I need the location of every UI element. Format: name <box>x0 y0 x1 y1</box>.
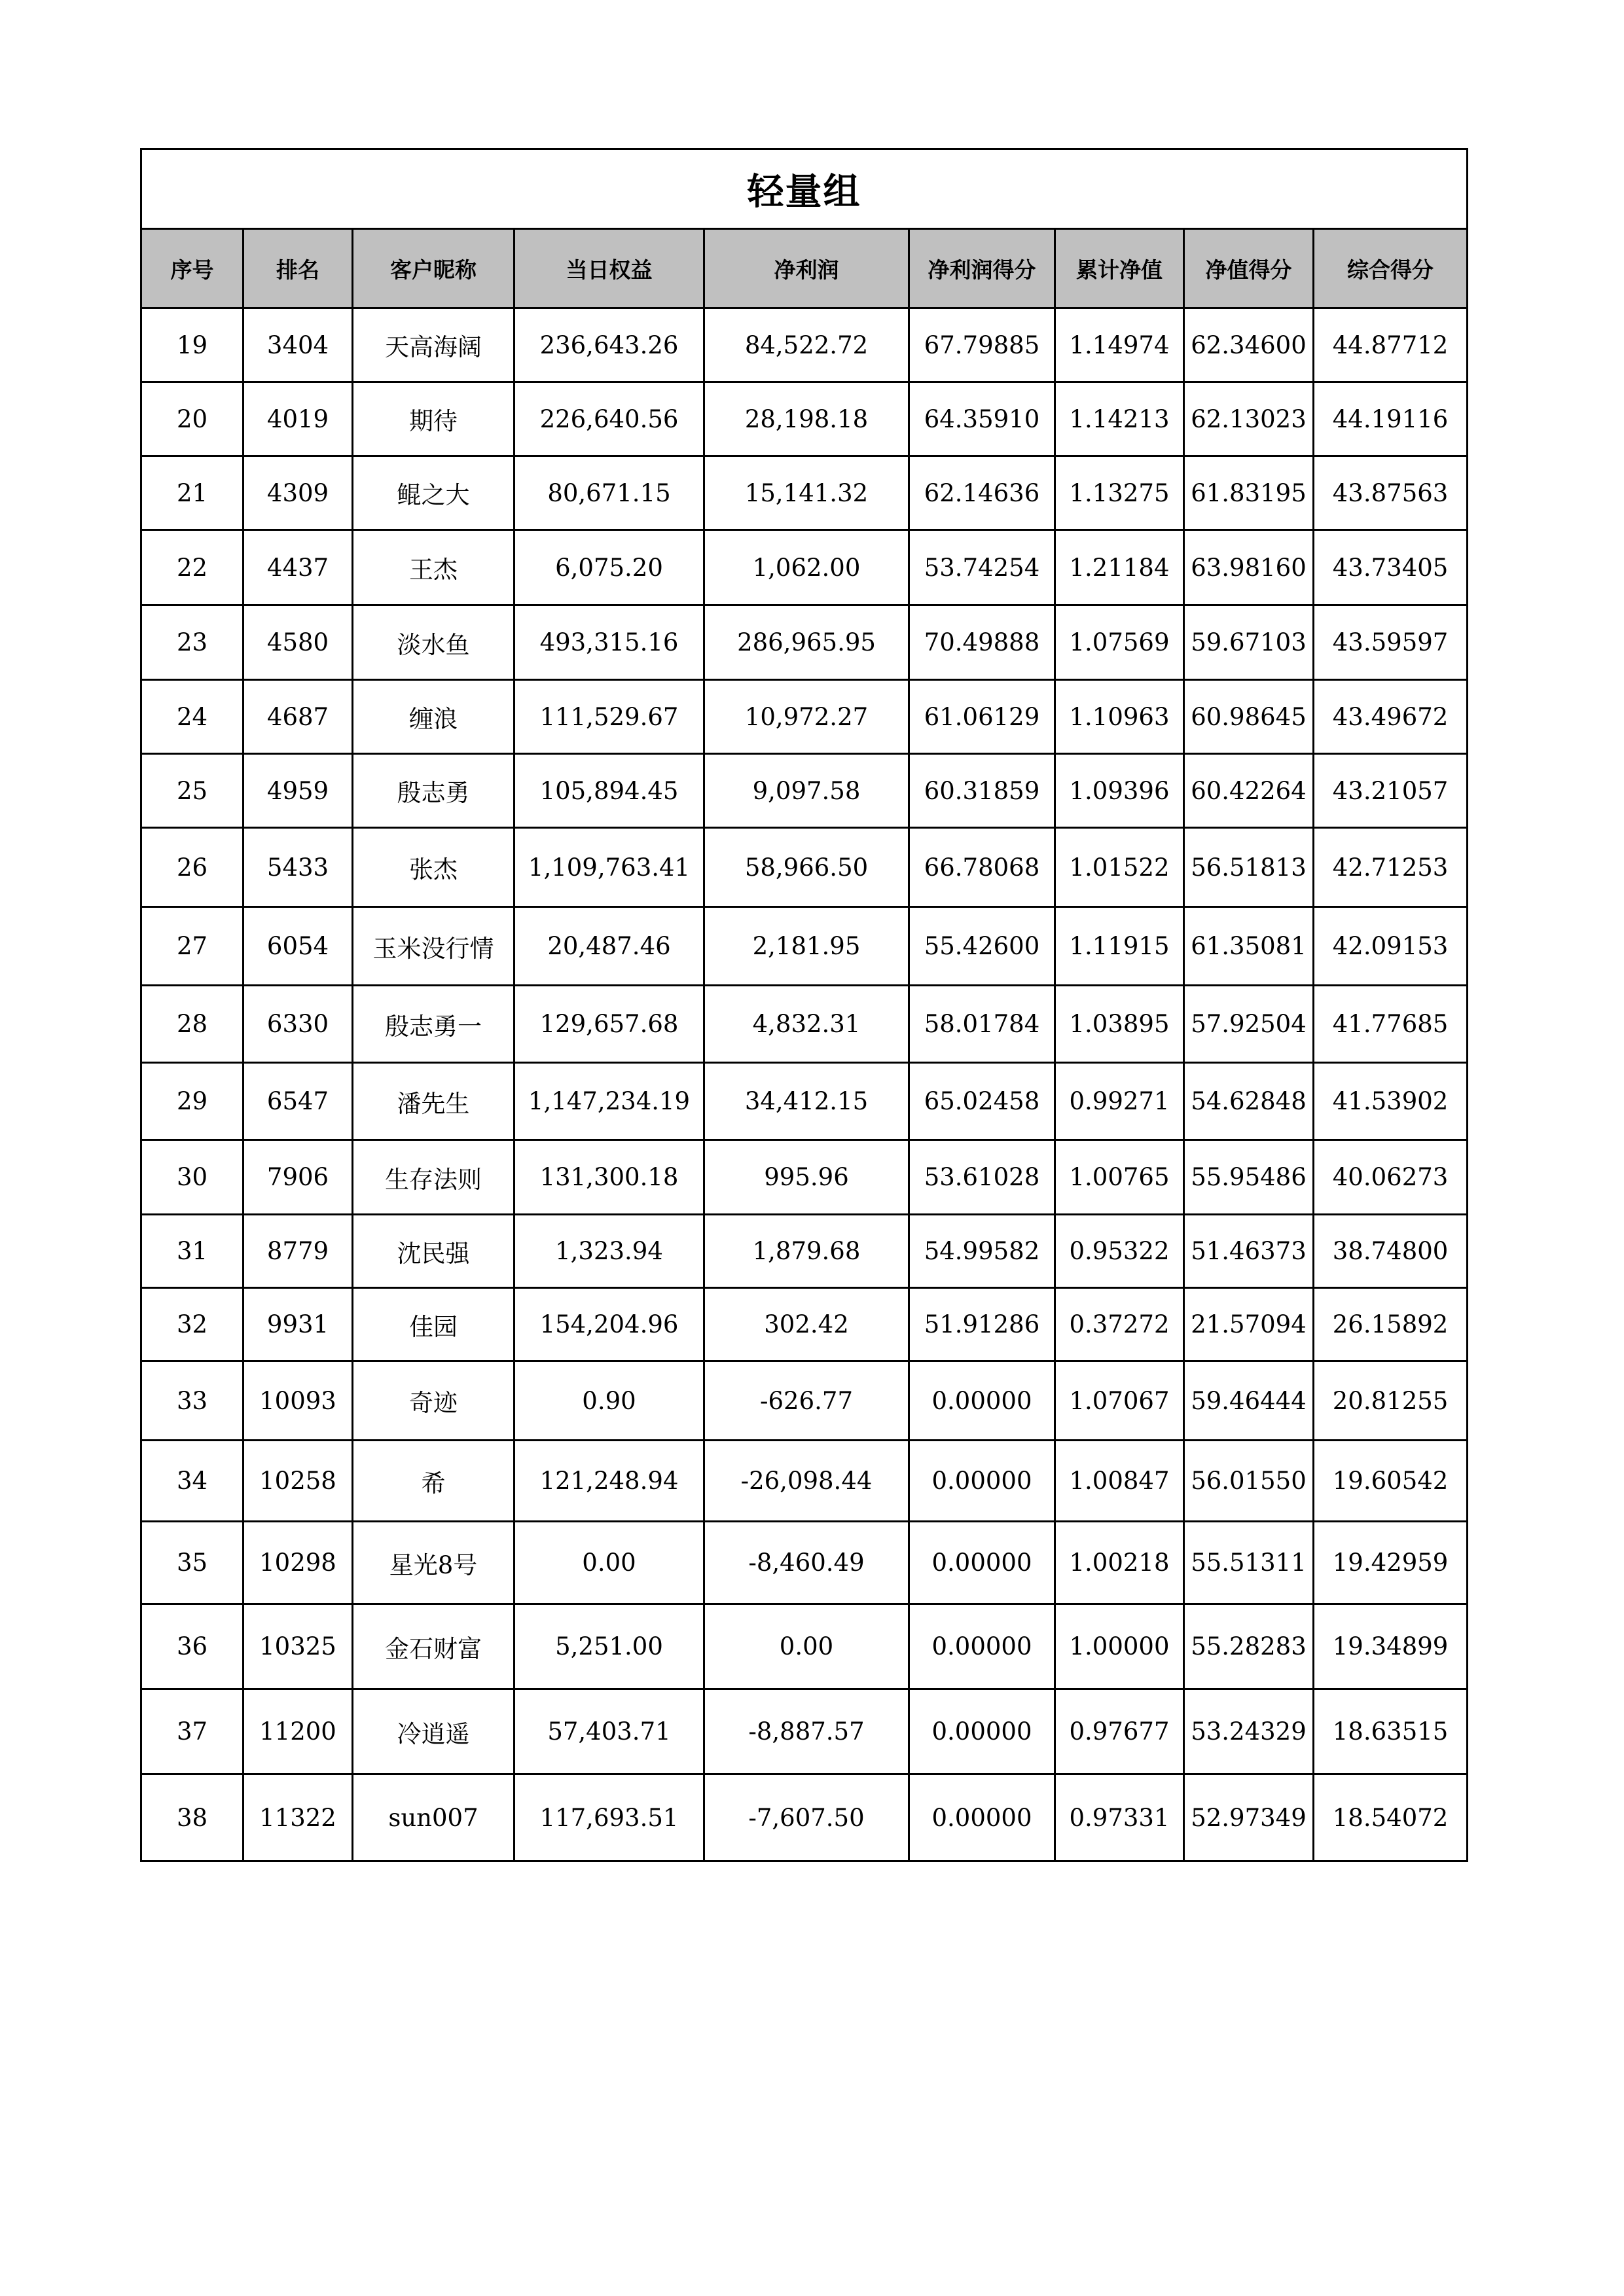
cell-nav-score: 60.42264 <box>1184 754 1314 828</box>
cell-rank: 7906 <box>244 1140 353 1215</box>
table-row <box>141 1288 1468 1361</box>
cell-net-profit: 84,522.72 <box>704 308 909 382</box>
header-row <box>141 229 1468 308</box>
cell-rank: 4580 <box>244 605 353 680</box>
table-title: 轻量组 <box>141 149 1468 229</box>
cell-rank: 4437 <box>244 530 353 605</box>
cell-profit-score: 67.79885 <box>909 308 1055 382</box>
cell-net-profit: -8,460.49 <box>704 1522 909 1604</box>
table-row <box>141 1689 1468 1774</box>
cell-nickname: 潘先生 <box>353 1063 514 1140</box>
cell-rank: 5433 <box>244 828 353 907</box>
cell-net-profit: -26,098.44 <box>704 1441 909 1522</box>
cell-rank: 3404 <box>244 308 353 382</box>
cell-rank: 10258 <box>244 1441 353 1522</box>
cell-nickname: 鲲之大 <box>353 456 514 530</box>
table-row <box>141 530 1468 605</box>
cell-net-profit: 302.42 <box>704 1288 909 1361</box>
table-row <box>141 456 1468 530</box>
table-row <box>141 907 1468 986</box>
cell-equity: 0.90 <box>514 1361 704 1441</box>
cell-seq: 28 <box>141 986 244 1063</box>
header-total-score: 综合得分 <box>1314 229 1468 308</box>
cell-equity: 0.00 <box>514 1522 704 1604</box>
cell-cum-nav: 1.09396 <box>1055 754 1184 828</box>
table-row <box>141 680 1468 754</box>
table-row <box>141 1063 1468 1140</box>
cell-equity: 1,323.94 <box>514 1215 704 1288</box>
cell-profit-score: 0.00000 <box>909 1604 1055 1689</box>
cell-seq: 27 <box>141 907 244 986</box>
cell-net-profit: 286,965.95 <box>704 605 909 680</box>
cell-total-score: 41.53902 <box>1314 1063 1468 1140</box>
cell-profit-score: 66.78068 <box>909 828 1055 907</box>
cell-cum-nav: 1.11915 <box>1055 907 1184 986</box>
cell-rank: 6054 <box>244 907 353 986</box>
cell-net-profit: 4,832.31 <box>704 986 909 1063</box>
cell-total-score: 26.15892 <box>1314 1288 1468 1361</box>
cell-seq: 24 <box>141 680 244 754</box>
cell-profit-score: 0.00000 <box>909 1522 1055 1604</box>
cell-cum-nav: 1.00765 <box>1055 1140 1184 1215</box>
cell-total-score: 18.54072 <box>1314 1774 1468 1861</box>
cell-rank: 6547 <box>244 1063 353 1140</box>
cell-net-profit: 0.00 <box>704 1604 909 1689</box>
cell-seq: 38 <box>141 1774 244 1861</box>
cell-rank: 4019 <box>244 382 353 456</box>
table-row <box>141 1140 1468 1215</box>
cell-profit-score: 62.14636 <box>909 456 1055 530</box>
cell-nav-score: 61.83195 <box>1184 456 1314 530</box>
cell-net-profit: 15,141.32 <box>704 456 909 530</box>
cell-nickname: 天高海阔 <box>353 308 514 382</box>
cell-rank: 10325 <box>244 1604 353 1689</box>
cell-rank: 10298 <box>244 1522 353 1604</box>
cell-equity: 493,315.16 <box>514 605 704 680</box>
cell-nickname: sun007 <box>353 1774 514 1861</box>
table-row <box>141 828 1468 907</box>
cell-profit-score: 54.99582 <box>909 1215 1055 1288</box>
cell-net-profit: 58,966.50 <box>704 828 909 907</box>
cell-cum-nav: 1.00000 <box>1055 1604 1184 1689</box>
cell-seq: 30 <box>141 1140 244 1215</box>
cell-equity: 1,147,234.19 <box>514 1063 704 1140</box>
cell-profit-score: 58.01784 <box>909 986 1055 1063</box>
cell-nickname: 佳园 <box>353 1288 514 1361</box>
cell-nav-score: 55.95486 <box>1184 1140 1314 1215</box>
cell-cum-nav: 1.13275 <box>1055 456 1184 530</box>
header-seq: 序号 <box>141 229 244 308</box>
cell-total-score: 43.21057 <box>1314 754 1468 828</box>
cell-cum-nav: 0.99271 <box>1055 1063 1184 1140</box>
header-profit-score: 净利润得分 <box>909 229 1055 308</box>
cell-nav-score: 55.51311 <box>1184 1522 1314 1604</box>
cell-net-profit: 34,412.15 <box>704 1063 909 1140</box>
cell-equity: 121,248.94 <box>514 1441 704 1522</box>
cell-nickname: 殷志勇一 <box>353 986 514 1063</box>
cell-cum-nav: 1.10963 <box>1055 680 1184 754</box>
cell-total-score: 19.34899 <box>1314 1604 1468 1689</box>
cell-cum-nav: 0.97677 <box>1055 1689 1184 1774</box>
cell-seq: 36 <box>141 1604 244 1689</box>
cell-rank: 8779 <box>244 1215 353 1288</box>
table-body <box>141 308 1468 1861</box>
cell-profit-score: 0.00000 <box>909 1774 1055 1861</box>
cell-nickname: 冷逍遥 <box>353 1689 514 1774</box>
cell-nav-score: 56.01550 <box>1184 1441 1314 1522</box>
cell-cum-nav: 0.37272 <box>1055 1288 1184 1361</box>
cell-seq: 37 <box>141 1689 244 1774</box>
cell-seq: 34 <box>141 1441 244 1522</box>
cell-equity: 111,529.67 <box>514 680 704 754</box>
cell-equity: 80,671.15 <box>514 456 704 530</box>
cell-nickname: 希 <box>353 1441 514 1522</box>
cell-profit-score: 0.00000 <box>909 1441 1055 1522</box>
cell-nav-score: 21.57094 <box>1184 1288 1314 1361</box>
cell-seq: 21 <box>141 456 244 530</box>
cell-net-profit: 10,972.27 <box>704 680 909 754</box>
table-row <box>141 1774 1468 1861</box>
cell-profit-score: 53.74254 <box>909 530 1055 605</box>
cell-equity: 57,403.71 <box>514 1689 704 1774</box>
cell-total-score: 43.49672 <box>1314 680 1468 754</box>
cell-equity: 154,204.96 <box>514 1288 704 1361</box>
cell-seq: 26 <box>141 828 244 907</box>
cell-rank: 4687 <box>244 680 353 754</box>
cell-profit-score: 55.42600 <box>909 907 1055 986</box>
cell-nickname: 殷志勇 <box>353 754 514 828</box>
cell-net-profit: 2,181.95 <box>704 907 909 986</box>
cell-equity: 117,693.51 <box>514 1774 704 1861</box>
cell-profit-score: 70.49888 <box>909 605 1055 680</box>
cell-seq: 31 <box>141 1215 244 1288</box>
cell-nav-score: 61.35081 <box>1184 907 1314 986</box>
table-row <box>141 1604 1468 1689</box>
cell-nav-score: 53.24329 <box>1184 1689 1314 1774</box>
cell-total-score: 43.87563 <box>1314 456 1468 530</box>
cell-nav-score: 60.98645 <box>1184 680 1314 754</box>
header-rank: 排名 <box>244 229 353 308</box>
cell-seq: 29 <box>141 1063 244 1140</box>
cell-total-score: 42.71253 <box>1314 828 1468 907</box>
table-row <box>141 308 1468 382</box>
cell-nav-score: 51.46373 <box>1184 1215 1314 1288</box>
cell-equity: 236,643.26 <box>514 308 704 382</box>
table-row <box>141 754 1468 828</box>
cell-total-score: 41.77685 <box>1314 986 1468 1063</box>
cell-profit-score: 64.35910 <box>909 382 1055 456</box>
table-row <box>141 382 1468 456</box>
cell-rank: 10093 <box>244 1361 353 1441</box>
header-net-profit: 净利润 <box>704 229 909 308</box>
cell-net-profit: 1,879.68 <box>704 1215 909 1288</box>
cell-net-profit: -626.77 <box>704 1361 909 1441</box>
cell-total-score: 44.87712 <box>1314 308 1468 382</box>
cell-total-score: 44.19116 <box>1314 382 1468 456</box>
cell-profit-score: 51.91286 <box>909 1288 1055 1361</box>
cell-profit-score: 60.31859 <box>909 754 1055 828</box>
cell-equity: 6,075.20 <box>514 530 704 605</box>
cell-nav-score: 52.97349 <box>1184 1774 1314 1861</box>
table-row <box>141 1361 1468 1441</box>
cell-cum-nav: 1.03895 <box>1055 986 1184 1063</box>
cell-nav-score: 62.34600 <box>1184 308 1314 382</box>
cell-profit-score: 0.00000 <box>909 1689 1055 1774</box>
cell-equity: 226,640.56 <box>514 382 704 456</box>
cell-total-score: 42.09153 <box>1314 907 1468 986</box>
cell-cum-nav: 1.00847 <box>1055 1441 1184 1522</box>
cell-cum-nav: 1.01522 <box>1055 828 1184 907</box>
cell-rank: 9931 <box>244 1288 353 1361</box>
cell-total-score: 19.60542 <box>1314 1441 1468 1522</box>
cell-seq: 35 <box>141 1522 244 1604</box>
cell-seq: 33 <box>141 1361 244 1441</box>
cell-equity: 105,894.45 <box>514 754 704 828</box>
cell-nav-score: 54.62848 <box>1184 1063 1314 1140</box>
cell-nickname: 缠浪 <box>353 680 514 754</box>
cell-nav-score: 56.51813 <box>1184 828 1314 907</box>
cell-net-profit: 995.96 <box>704 1140 909 1215</box>
table-row <box>141 1215 1468 1288</box>
cell-net-profit: -8,887.57 <box>704 1689 909 1774</box>
cell-equity: 129,657.68 <box>514 986 704 1063</box>
cell-nickname: 张杰 <box>353 828 514 907</box>
cell-total-score: 43.59597 <box>1314 605 1468 680</box>
cell-seq: 22 <box>141 530 244 605</box>
cell-seq: 19 <box>141 308 244 382</box>
cell-profit-score: 0.00000 <box>909 1361 1055 1441</box>
cell-total-score: 40.06273 <box>1314 1140 1468 1215</box>
cell-rank: 4309 <box>244 456 353 530</box>
cell-profit-score: 65.02458 <box>909 1063 1055 1140</box>
cell-cum-nav: 1.00218 <box>1055 1522 1184 1604</box>
cell-seq: 20 <box>141 382 244 456</box>
cell-nickname: 淡水鱼 <box>353 605 514 680</box>
cell-equity: 5,251.00 <box>514 1604 704 1689</box>
cell-cum-nav: 1.21184 <box>1055 530 1184 605</box>
cell-nickname: 期待 <box>353 382 514 456</box>
table-row <box>141 986 1468 1063</box>
table-row <box>141 1522 1468 1604</box>
cell-seq: 32 <box>141 1288 244 1361</box>
cell-nav-score: 63.98160 <box>1184 530 1314 605</box>
cell-rank: 4959 <box>244 754 353 828</box>
cell-net-profit: 9,097.58 <box>704 754 909 828</box>
ranking-table <box>140 148 1468 1862</box>
cell-nickname: 奇迹 <box>353 1361 514 1441</box>
table-row <box>141 1441 1468 1522</box>
cell-total-score: 38.74800 <box>1314 1215 1468 1288</box>
cell-nickname: 沈民强 <box>353 1215 514 1288</box>
header-equity: 当日权益 <box>514 229 704 308</box>
cell-nickname: 生存法则 <box>353 1140 514 1215</box>
header-nav-score: 净值得分 <box>1184 229 1314 308</box>
cell-nav-score: 57.92504 <box>1184 986 1314 1063</box>
cell-nav-score: 55.28283 <box>1184 1604 1314 1689</box>
cell-cum-nav: 1.07569 <box>1055 605 1184 680</box>
cell-equity: 1,109,763.41 <box>514 828 704 907</box>
cell-equity: 131,300.18 <box>514 1140 704 1215</box>
cell-total-score: 20.81255 <box>1314 1361 1468 1441</box>
cell-cum-nav: 1.14213 <box>1055 382 1184 456</box>
cell-nickname: 星光8号 <box>353 1522 514 1604</box>
cell-nav-score: 59.46444 <box>1184 1361 1314 1441</box>
cell-total-score: 43.73405 <box>1314 530 1468 605</box>
cell-rank: 6330 <box>244 986 353 1063</box>
table-row <box>141 605 1468 680</box>
cell-nav-score: 62.13023 <box>1184 382 1314 456</box>
cell-rank: 11322 <box>244 1774 353 1861</box>
cell-rank: 11200 <box>244 1689 353 1774</box>
cell-seq: 25 <box>141 754 244 828</box>
cell-cum-nav: 0.95322 <box>1055 1215 1184 1288</box>
header-nickname: 客户昵称 <box>353 229 514 308</box>
cell-nickname: 金石财富 <box>353 1604 514 1689</box>
cell-profit-score: 53.61028 <box>909 1140 1055 1215</box>
cell-net-profit: 28,198.18 <box>704 382 909 456</box>
cell-seq: 23 <box>141 605 244 680</box>
cell-cum-nav: 1.07067 <box>1055 1361 1184 1441</box>
cell-equity: 20,487.46 <box>514 907 704 986</box>
cell-total-score: 18.63515 <box>1314 1689 1468 1774</box>
cell-nav-score: 59.67103 <box>1184 605 1314 680</box>
cell-nickname: 王杰 <box>353 530 514 605</box>
cell-total-score: 19.42959 <box>1314 1522 1468 1604</box>
cell-cum-nav: 0.97331 <box>1055 1774 1184 1861</box>
cell-net-profit: 1,062.00 <box>704 530 909 605</box>
cell-profit-score: 61.06129 <box>909 680 1055 754</box>
cell-nickname: 玉米没行情 <box>353 907 514 986</box>
cell-cum-nav: 1.14974 <box>1055 308 1184 382</box>
header-cum-nav: 累计净值 <box>1055 229 1184 308</box>
cell-net-profit: -7,607.50 <box>704 1774 909 1861</box>
